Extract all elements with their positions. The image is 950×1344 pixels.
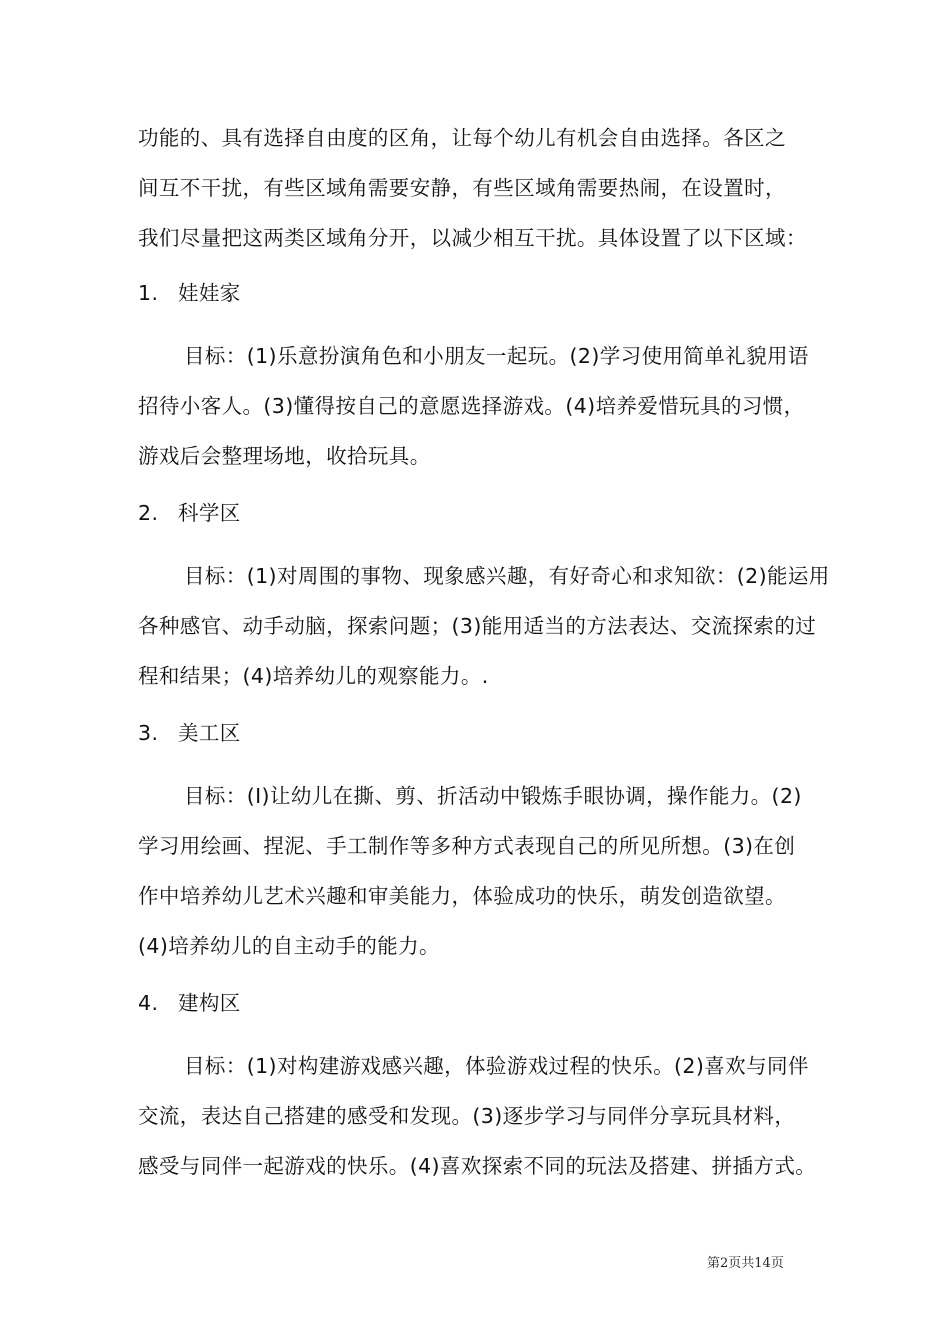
section-number: 3. (138, 721, 159, 745)
intro-line-2: 间互不干扰，有些区域角需要安静，有些区域角需要热闹，在设置时， (138, 176, 786, 200)
section-1-line-3: 游戏后会整理场地，收拾玩具。 (138, 444, 431, 468)
section-title: 娃娃家 (178, 281, 241, 305)
section-2-line-1: 目标：(1)对周围的事物、现象感兴趣，有好奇心和求知欲：(2)能运用 (184, 564, 830, 588)
section-4-line-1: 目标：(1)对构建游戏感兴趣，体验游戏过程的快乐。(2)喜欢与同伴 (184, 1054, 809, 1078)
section-2-line-2: 各种感官、动手动脑，探索问题；(3)能用适当的方法表达、交流探索的过 (138, 614, 817, 638)
section-1-line-2: 招待小客人。(3)懂得按自己的意愿选择游戏。(4)培养爱惜玩具的习惯， (138, 394, 805, 418)
section-4-line-2: 交流，表达自己搭建的感受和发现。(3)逐步学习与同伴分享玩具材料， (138, 1104, 796, 1128)
section-4-line-3: 感受与同伴一起游戏的快乐。(4)喜欢探索不同的玩法及搭建、拼插方式。 (138, 1154, 817, 1178)
section-3-line-3: 作中培养幼儿艺术兴趣和审美能力，体验成功的快乐，萌发创造欲望。 (138, 884, 786, 908)
intro-line-1: 功能的、具有选择自由度的区角，让每个幼儿有机会自由选择。各区之 (138, 126, 786, 150)
section-3-line-1: 目标：(I)让幼儿在撕、剪、折活动中锻炼手眼协调，操作能力。(2) (184, 784, 802, 808)
section-heading-1 (138, 279, 241, 307)
page-number-footer: 第2页共14页 (707, 1256, 784, 1271)
section-number: 4. (138, 991, 159, 1015)
section-title: 美工区 (178, 721, 241, 745)
section-2-line-3: 程和结果；(4)培养幼儿的观察能力。. (138, 664, 489, 688)
section-3-line-4: (4)培养幼儿的自主动手的能力。 (138, 934, 440, 958)
section-title: 建构区 (178, 991, 241, 1015)
section-number: 2. (138, 501, 159, 525)
section-3-line-2: 学习用绘画、捏泥、手工制作等多种方式表现自己的所见所想。(3)在创 (138, 834, 796, 858)
section-1-line-1: 目标：(1)乐意扮演角色和小朋友一起玩。(2)学习使用简单礼貌用语 (184, 344, 809, 368)
section-heading-3 (138, 719, 241, 747)
intro-line-3: 我们尽量把这两类区域角分开，以减少相互干扰。具体设置了以下区域： (138, 226, 807, 250)
section-number: 1. (138, 281, 159, 305)
section-title: 科学区 (178, 501, 241, 525)
section-heading-4 (138, 989, 241, 1017)
section-heading-2 (138, 499, 241, 527)
